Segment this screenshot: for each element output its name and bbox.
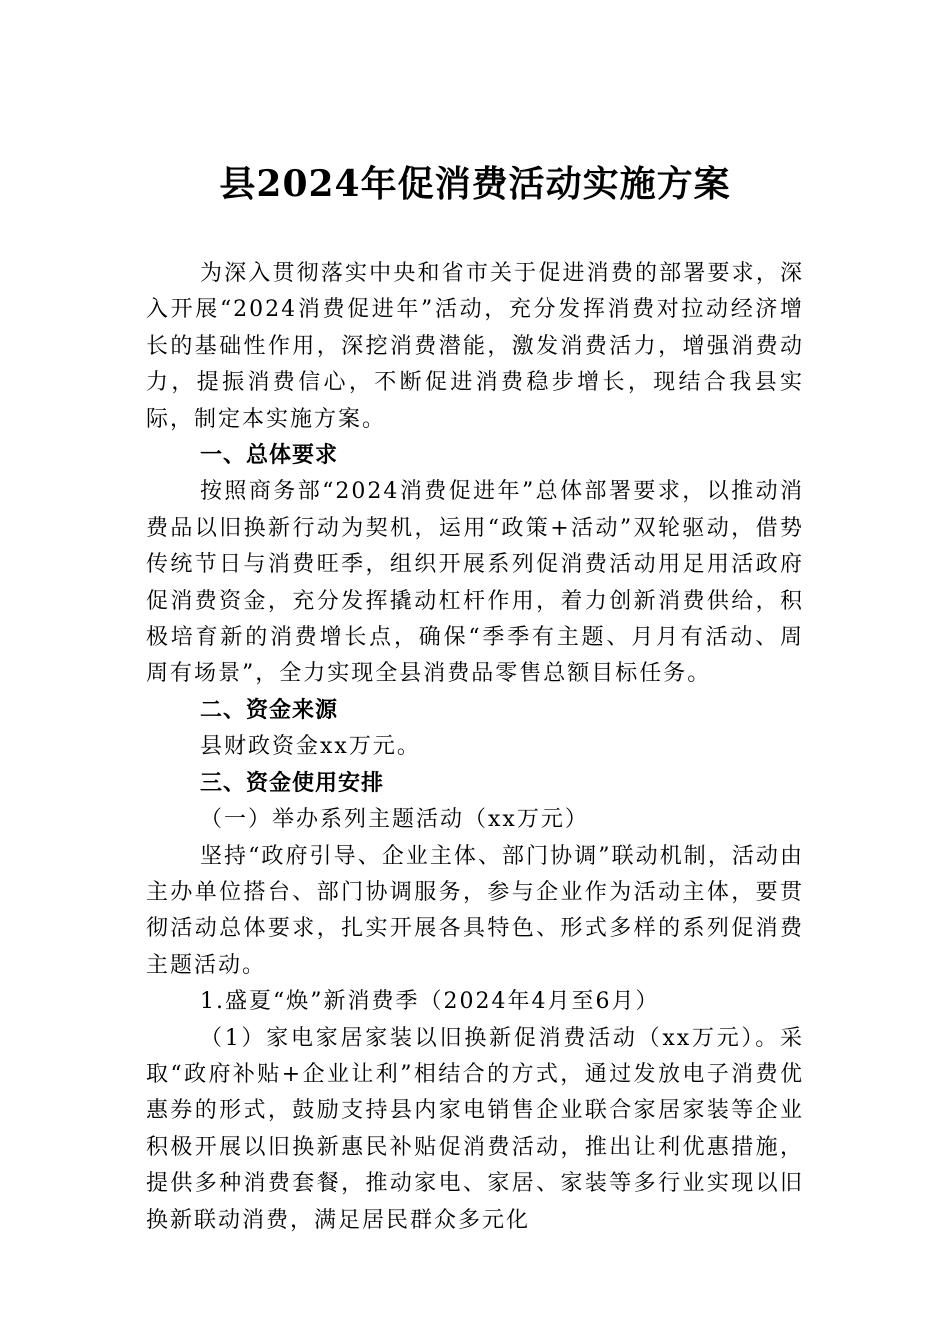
document-body [146,256,804,1239]
general-requirements-paragraph: 按照商务部“2024消费促进年”总体部署要求，以推动消费品以旧换新行动为契机，运用“政策+活动”双轮驱动，借势传统节日与消费旺季，组织开展系列促消费活动用足用活政府促消费资金，充分发挥撬动杠杆作用，着力创新消费供给，积极培育新的消费增长点，确保“季季有主题、月月有活动、周周有场景”，全力实现全县消费品零售总额目标任务。 [146,479,804,687]
section-heading-general-requirements: 一、总体要求 [200,443,339,469]
document-title: 县2024年促消费活动实施方案 [219,163,731,205]
item-heading-summer-season: 1.盛夏“焕”新消费季（2024年4月至6月） [200,989,660,1015]
theme-activities-paragraph: 坚持“政府引导、企业主体、部门协调”联动机制，活动由主办单位搭台、部门协调服务，参与企业作为活动主体，要贯彻活动总体要求，扎实开展各具特色、形式多样的系列促消费主题活动。 [146,843,804,978]
section-heading-fund-usage: 三、资金使用安排 [200,770,385,796]
appliance-tradein-paragraph: （1）家电家居家装以旧换新促消费活动（xx万元）。采取“政府补贴+企业让利”相结合的方式，通过发放电子消费优惠券的形式，鼓励支持县内家电销售企业联合家居家装等企业积极开展以旧换新惠民补贴促消费活动，推出让利优惠措施，提供多种消费套餐，推动家电、家居、家装等多行业实现以旧换新联动消费，满足居民群众多元化 [146,1025,804,1233]
funding-source-text: 县财政资金xx万元。 [200,734,421,760]
intro-paragraph: 为深入贯彻落实中央和省市关于促进消费的部署要求，深入开展“2024消费促进年”活动，充分发挥消费对拉动经济增长的基础性作用，深挖消费潜能，激发消费活力，增强消费动力，提振消费信心，不断促进消费稳步增长，现结合我县实际，制定本实施方案。 [146,261,804,432]
section-heading-funding-source: 二、资金来源 [200,697,339,723]
subsection-heading-theme-activities: （一）举办系列主题活动（xx万元） [200,807,589,833]
